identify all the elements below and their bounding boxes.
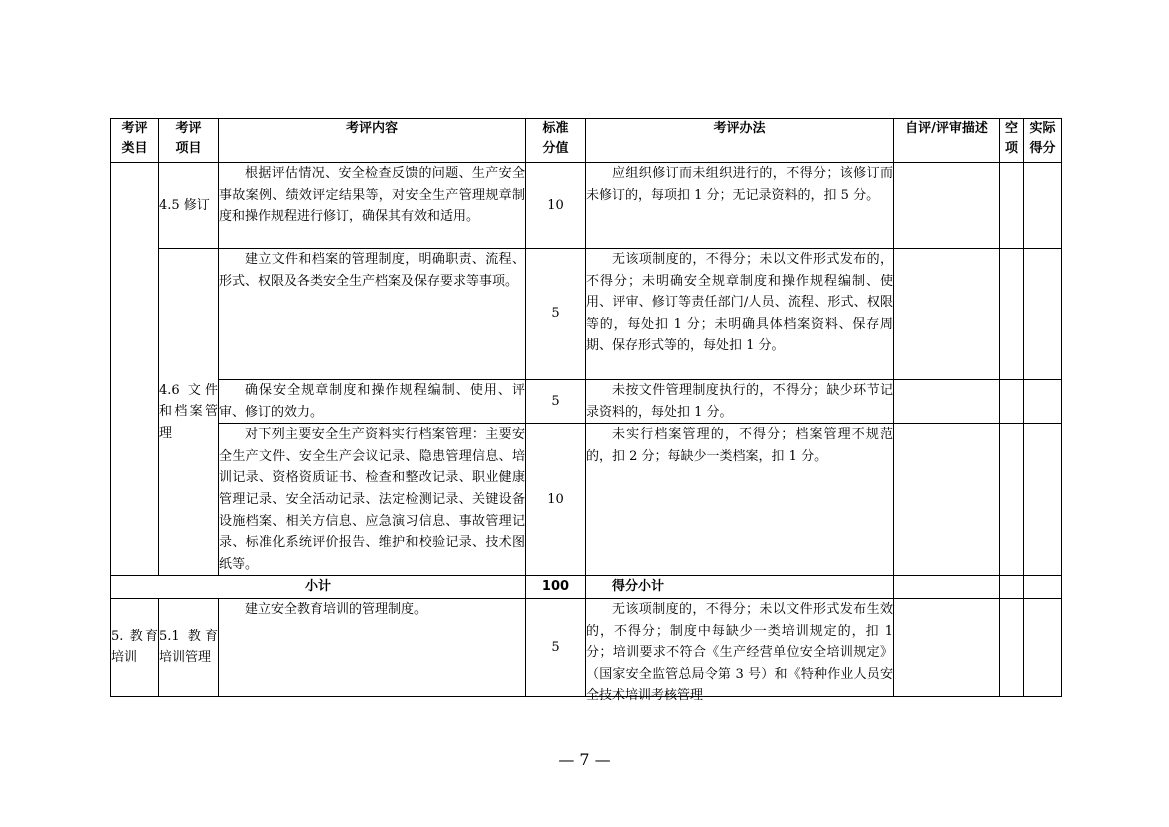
evaluation-sheet — [110, 118, 1061, 704]
method-cell — [586, 598, 894, 704]
header-blank: 空项 — [1000, 119, 1024, 163]
self-review-cell — [894, 576, 1000, 599]
subtotal-label: 小计 — [111, 576, 526, 599]
header-method: 考评办法 — [586, 119, 894, 163]
self-review-cell — [894, 163, 1000, 249]
page-number: — 7 — — [558, 750, 611, 769]
subtotal-method-label: 得分小计 — [586, 576, 894, 599]
content-cell: 建立文件和档案的管理制度，明确职责、流程、形式、权限及各类安全生产档案及保存要求等事项。 — [219, 249, 526, 380]
header-self-review: 自评/评审描述 — [894, 119, 1000, 163]
blank-cell — [1000, 380, 1024, 424]
item-cell: 5.1 教育培训管理 — [159, 598, 219, 696]
self-review-cell — [894, 380, 1000, 424]
content-cell: 对下列主要安全生产资料实行档案管理：主要安全生产文件、安全生产会议记录、隐患管理信息、培训记录、资格资质证书、检查和整改记录、职业健康管理记录、安全活动记录、法定检测记录、关键设备设施档案、相关方信息、应急演习信息、事故管理记录、标准化系统评价报告、维护和校验记录、技术图纸等。 — [219, 424, 526, 576]
actual-score-cell — [1024, 380, 1062, 424]
content-cell: 建立安全教育培训的管理制度。 — [219, 598, 526, 696]
score-cell: 10 — [526, 424, 586, 576]
table-row — [111, 249, 1062, 380]
table-row — [111, 598, 1062, 696]
blank-cell — [1000, 598, 1024, 696]
subtotal-score: 100 — [526, 576, 586, 599]
blank-cell — [1000, 163, 1024, 249]
score-cell: 5 — [526, 380, 586, 424]
blank-cell — [1000, 424, 1024, 576]
table-header-row — [111, 119, 1062, 163]
header-content: 考评内容 — [219, 119, 526, 163]
method-cell: 应组织修订而未组织进行的，不得分；该修订而未修订的，每项扣 1 分；无记录资料的，扣 5 分。 — [586, 163, 894, 249]
evaluation-table — [110, 118, 1062, 704]
actual-score-cell — [1024, 163, 1062, 249]
blank-cell — [1000, 576, 1024, 599]
content-cell: 确保安全规章制度和操作规程编制、使用、评审、修订的效力。 — [219, 380, 526, 424]
self-review-cell — [894, 424, 1000, 576]
method-cell: 未按文件管理制度执行的，不得分；缺少环节记录资料的，每处扣 1 分。 — [586, 380, 894, 424]
category-cell: 5. 教育培训 — [111, 598, 159, 696]
score-cell: 5 — [526, 598, 586, 696]
actual-score-cell — [1024, 598, 1062, 696]
method-cell: 无该项制度的，不得分；未以文件形式发布的，不得分；未明确安全规章制度和操作规程编制、使用、评审、修订等责任部门/人员、流程、形式、权限等的，每处扣 1 分；未明确具体档案资料、保存周期、保存形式等的，每处扣 1 分。 — [586, 249, 894, 380]
header-actual: 实际得分 — [1024, 119, 1062, 163]
self-review-cell — [894, 249, 1000, 380]
actual-score-cell — [1024, 249, 1062, 380]
score-cell: 10 — [526, 163, 586, 249]
self-review-cell — [894, 598, 1000, 696]
table-row — [111, 380, 1062, 424]
item-cell: 4.5 修订 — [159, 163, 219, 249]
blank-cell — [1000, 249, 1024, 380]
category-cell-empty — [111, 163, 159, 576]
table-row — [111, 163, 1062, 249]
item-cell: 4.6 文件和档案管理 — [159, 249, 219, 576]
actual-score-cell — [1024, 424, 1062, 576]
method-text: 无该项制度的，不得分；未以文件形式发布生效的，不得分；制度中每缺少一类培训规定的，扣 1 分；培训要求不符合《生产经营单位安全培训规定》（国家安全监管总局令第 3 号）和《特种作业人员安全技术培训考核管理 — [586, 601, 893, 704]
subtotal-row — [111, 576, 1062, 599]
table-row — [111, 424, 1062, 576]
content-cell: 根据评估情况、安全检查反馈的问题、生产安全事故案例、绩效评定结果等，对安全生产管理规章制度和操作规程进行修订，确保其有效和适用。 — [219, 163, 526, 249]
header-category: 考评类目 — [111, 119, 159, 163]
header-item: 考评项目 — [159, 119, 219, 163]
score-cell: 5 — [526, 249, 586, 380]
header-score: 标准分值 — [526, 119, 586, 163]
method-cell: 未实行档案管理的，不得分；档案管理不规范的，扣 2 分；每缺少一类档案，扣 1 分。 — [586, 424, 894, 576]
actual-score-cell — [1024, 576, 1062, 599]
